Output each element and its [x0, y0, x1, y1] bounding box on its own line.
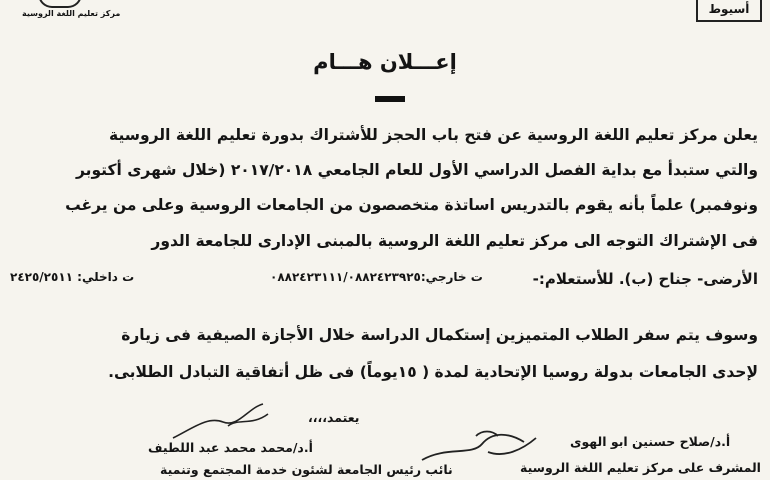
university-badge	[696, 0, 762, 22]
university-badge-text: أسيوط	[708, 2, 750, 16]
supervisor-name: أ.د/صلاح حسنين ابو الهوى	[570, 434, 731, 449]
external-phone: ت خارجي:٠٨٨٢٤٢٣١١١/٠٨٨٢٤٢٣٩٢٥	[270, 270, 483, 284]
body-line-5: وسوف يتم سفر الطلاب المتميزين إستكمال الدراسة خلال الأجازة الصيفية فى زيارة	[121, 326, 758, 344]
vp-name: أ.د/محمد محمد عبد اللطيف	[148, 440, 313, 455]
body-line-3: ونوفمبر) علماً بأنه يقوم بالتدريس اساتذة متخصصون من الجامعات الروسية وعلى من يرغب	[65, 196, 758, 214]
contact-info	[10, 270, 758, 288]
title-underline	[375, 96, 405, 102]
logo-emblem	[38, 0, 82, 8]
approval-label: يعتمد،،،،	[308, 410, 360, 425]
body-line-2: والتي ستبدأ مع بداية الفصل الدراسي الأول للعام الجامعي ٢٠١٧/٢٠١٨ (خلال شهرى أكتوبر	[76, 161, 758, 179]
center-logo	[0, 0, 121, 26]
contact-location: الأرضى- جناح (ب). للأستعلام:-	[532, 270, 758, 288]
center-name: مركز تعليم اللغة الروسية	[22, 9, 121, 18]
vp-signature	[168, 398, 288, 448]
body-line-1: يعلن مركز تعليم اللغة الروسية عن فتح باب الحجز للأشتراك بدورة تعليم اللغة الروسية	[109, 126, 758, 144]
supervisor-title: المشرف على مركز تعليم اللغة الروسية	[520, 460, 761, 475]
vp-title: نائب رئيس الجامعة لشئون خدمة المجتمع وتنمية	[160, 462, 453, 477]
announcement-title: إعـــلان هـــام	[313, 50, 457, 74]
supervisor-signature	[412, 422, 552, 474]
internal-phone: ت داخلي: ٢٤٢٥/٢٥١١	[10, 270, 135, 284]
body-line-4: فى الإشتراك التوجه الى مركز تعليم اللغة الروسية بالمبنى الإدارى للجامعة الدور	[151, 232, 758, 250]
body-line-6: لإحدى الجامعات بدولة روسيا الإتحادية لمدة ( ١٥يوماً) فى ظل أتفاقية التبادل الطلابى.	[108, 363, 758, 381]
